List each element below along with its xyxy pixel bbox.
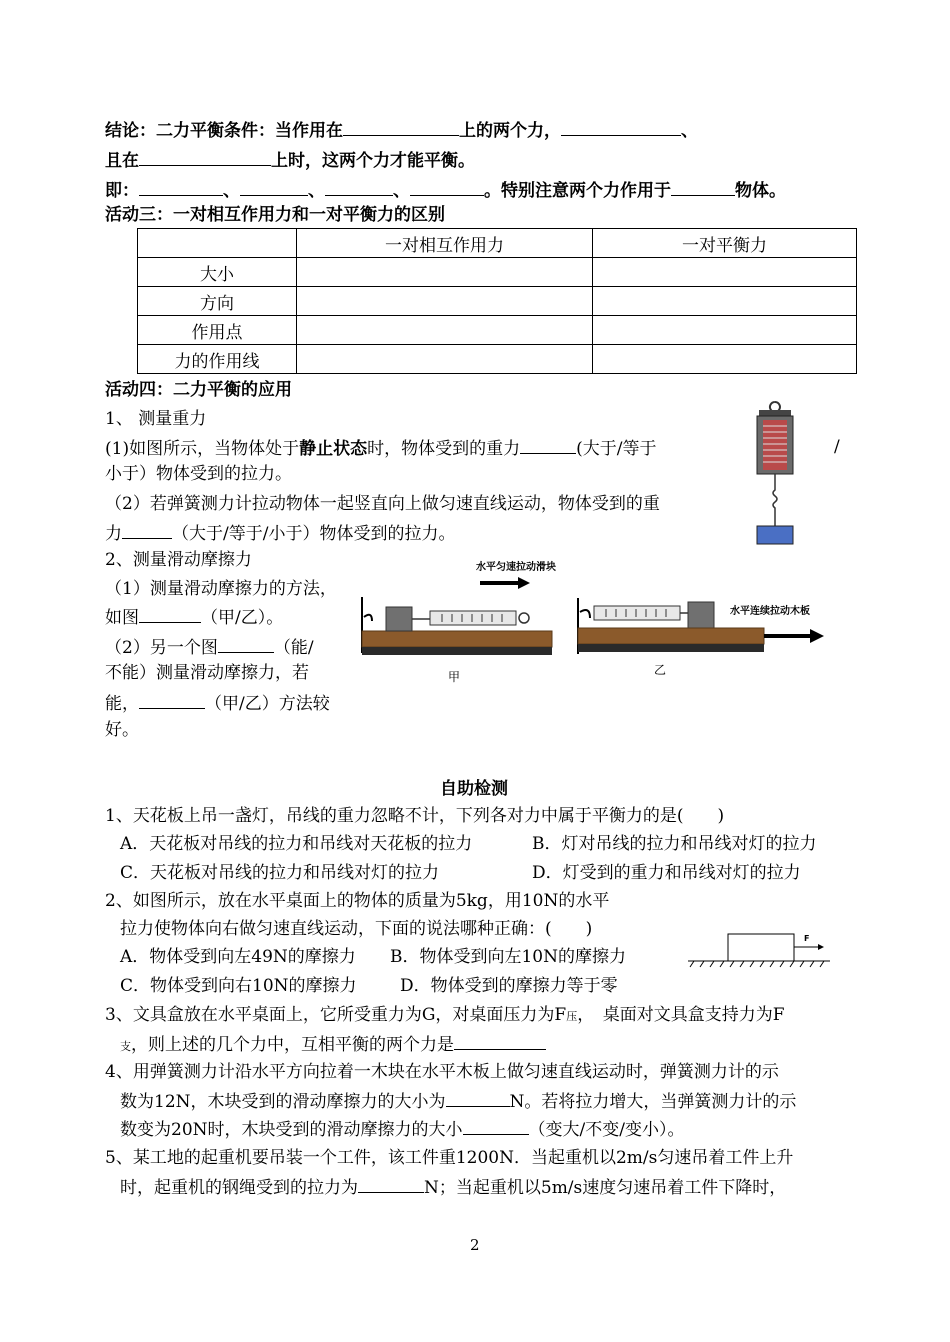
table-header: 一对平衡力 xyxy=(593,229,857,258)
s1-slash: / xyxy=(834,437,840,457)
wooden-board xyxy=(578,628,764,644)
question-3-cont xyxy=(120,1032,546,1058)
blank[interactable] xyxy=(240,178,308,196)
table-header: 一对相互作用力 xyxy=(297,229,593,258)
text: 时，起重机的钢绳受到的拉力为 xyxy=(120,1178,358,1198)
right-arrow-icon xyxy=(810,629,824,643)
figure-label: 乙 xyxy=(654,663,667,677)
table-cell[interactable] xyxy=(593,258,857,287)
section2-title: 2、测量滑动摩擦力 xyxy=(105,550,252,570)
s2-line-1: （1）测量滑动摩擦力的方法， xyxy=(105,579,337,599)
s1-paragraph-1-cont: 小于）物体受到的拉力。 xyxy=(105,464,292,484)
table-cell[interactable] xyxy=(593,345,857,374)
comparison-table xyxy=(137,228,857,374)
question-3 xyxy=(105,1004,785,1028)
text: (大于/等于 xyxy=(576,439,657,459)
s2-line-6: 好。 xyxy=(105,720,139,740)
table-cell[interactable] xyxy=(297,258,593,287)
s2-line-4: 不能）测量滑动摩擦力，若 xyxy=(105,663,309,683)
selftest-title: 自助检测 xyxy=(440,779,508,799)
text: （变大/不变/变小）。 xyxy=(528,1120,685,1140)
table-cell[interactable] xyxy=(297,345,593,374)
blank[interactable] xyxy=(122,521,172,539)
subscript: 压 xyxy=(566,1010,578,1023)
blank[interactable] xyxy=(671,178,735,196)
blank[interactable] xyxy=(139,605,201,623)
q2-option-b[interactable]: B．物体受到向左10N的摩擦力 xyxy=(390,947,626,967)
spring-scale xyxy=(594,606,680,620)
question-4-cont-1 xyxy=(120,1089,796,1113)
page-number: 2 xyxy=(470,1236,480,1254)
q2-option-d[interactable]: D．物体受到的摩擦力等于零 xyxy=(400,976,618,996)
blank[interactable] xyxy=(358,1175,424,1193)
weight-block xyxy=(757,526,793,544)
table-row xyxy=(138,258,857,287)
friction-figure-yi xyxy=(574,594,834,684)
question-1: 1、天花板上吊一盏灯，吊线的重力忽略不计，下列各对力中属于平衡力的是( ) xyxy=(105,806,725,826)
blank[interactable] xyxy=(463,1117,529,1135)
text: （2）另一个图 xyxy=(105,638,218,658)
conclusion-text: 。特别注意两个力作用于 xyxy=(484,181,671,201)
s2-line-3 xyxy=(105,635,314,659)
conclusion-text: 结论：二力平衡条件：当作用在 xyxy=(105,121,343,141)
subscript: 支 xyxy=(120,1040,131,1053)
conclusion-line-3 xyxy=(105,178,786,202)
conclusion-text: 物体。 xyxy=(735,181,786,201)
conclusion-text: 且在 xyxy=(105,151,139,171)
q1-option-d[interactable]: D．灯受到的重力和吊线对灯的拉力 xyxy=(532,863,801,883)
blank[interactable] xyxy=(139,148,271,166)
s1-paragraph-2-cont xyxy=(105,521,455,545)
text: 3、文具盒放在水平桌面上，它所受重力为G，对桌面压力为F xyxy=(105,1005,567,1025)
right-arrow-icon xyxy=(818,944,824,950)
text: 如图 xyxy=(105,608,139,628)
s1-paragraph-2: （2）若弹簧测力计拉动物体一起竖直向上做匀速直线运动，物体受到的重 xyxy=(105,494,660,514)
section1-title: 1、 测量重力 xyxy=(105,409,207,429)
hook-icon xyxy=(580,610,590,618)
table-cell[interactable] xyxy=(297,287,593,316)
blank[interactable] xyxy=(325,178,393,196)
figure-caption: 水平连续拉动木板 xyxy=(730,606,810,617)
text: 数变为20N时，木块受到的滑动摩擦力的大小 xyxy=(120,1120,463,1140)
blank[interactable] xyxy=(343,118,459,136)
question-2-cont: 拉力使物体向右做匀速直线运动，下面的说法哪种正确：( ) xyxy=(120,919,593,939)
q1-option-a[interactable]: A．天花板对吊线的拉力和吊线对天花板的拉力 xyxy=(120,834,473,854)
blank[interactable] xyxy=(410,178,484,196)
text: 力 xyxy=(105,524,122,544)
blank[interactable] xyxy=(454,1032,546,1050)
question-2: 2、如图所示，放在水平桌面上的物体的质量为5kg，用10N的水平 xyxy=(105,891,610,911)
s1-paragraph-1 xyxy=(105,436,656,460)
s2-line-5 xyxy=(105,691,330,715)
question-5-cont xyxy=(120,1175,786,1199)
blank[interactable] xyxy=(561,118,681,136)
activity3-title: 活动三：一对相互作用力和一对平衡力的区别 xyxy=(105,205,445,225)
conclusion-text: 上的两个力， xyxy=(459,121,561,141)
table-header xyxy=(138,229,297,258)
conclusion-text: 、 xyxy=(681,121,698,141)
row-label: 方向 xyxy=(138,287,297,316)
table-cell[interactable] xyxy=(593,316,857,345)
table-header-row xyxy=(138,229,857,258)
force-label: F xyxy=(804,934,810,943)
text: （大于/等于/小于）物体受到的拉力。 xyxy=(172,524,456,544)
table-row xyxy=(138,345,857,374)
blank[interactable] xyxy=(139,178,223,196)
conclusion-text: 即： xyxy=(105,181,139,201)
hook-icon xyxy=(364,615,372,621)
pull-ring-icon xyxy=(519,613,529,623)
q2-figure xyxy=(686,928,832,970)
row-label: 力的作用线 xyxy=(138,345,297,374)
s2-line-2 xyxy=(105,605,283,629)
table-base xyxy=(362,647,552,655)
blank[interactable] xyxy=(139,691,205,709)
blank[interactable] xyxy=(218,635,274,653)
spring-scale-figure xyxy=(745,398,805,548)
text: N；当起重机以5m/s速度匀速吊着工件下降时， xyxy=(424,1178,787,1198)
table-row xyxy=(138,287,857,316)
sliding-block xyxy=(386,607,412,631)
activity4-title: 活动四：二力平衡的应用 xyxy=(105,380,292,400)
text: 能， xyxy=(105,694,139,714)
table-base xyxy=(578,644,764,652)
separator: 、 xyxy=(393,181,410,201)
fixed-block xyxy=(688,602,714,628)
question-4-cont-2 xyxy=(120,1117,684,1141)
spring-scale xyxy=(430,611,516,625)
text: （甲/乙）方法较 xyxy=(205,694,330,714)
hook-line xyxy=(773,474,777,526)
separator: 、 xyxy=(308,181,325,201)
right-arrow-icon xyxy=(518,577,530,589)
conclusion-text: 上时，这两个力才能平衡。 xyxy=(271,151,475,171)
row-label: 作用点 xyxy=(138,316,297,345)
text: 时，物体受到的重力 xyxy=(367,439,521,459)
text: ， 桌面对文具盒支持力为F xyxy=(577,1005,785,1025)
table-cell[interactable] xyxy=(593,287,857,316)
text: （能/ xyxy=(273,638,314,658)
figure-label: 甲 xyxy=(448,670,461,684)
q2-option-a[interactable]: A．物体受到向左49N的摩擦力 xyxy=(120,947,356,967)
text: N。若将拉力增大，当弹簧测力计的示 xyxy=(509,1092,797,1112)
blank[interactable] xyxy=(446,1089,510,1107)
table-cell[interactable] xyxy=(297,316,593,345)
emphasis-text: 静止状态 xyxy=(299,439,368,459)
q2-option-c[interactable]: C．物体受到向右10N的摩擦力 xyxy=(120,976,357,996)
row-label: 大小 xyxy=(138,258,297,287)
q1-option-b[interactable]: B．灯对吊线的拉力和吊线对灯的拉力 xyxy=(532,834,817,854)
text: （甲/乙）。 xyxy=(201,608,284,628)
question-4: 4、用弹簧测力计沿水平方向拉着一木块在水平木板上做匀速直线运动时，弹簧测力计的示 xyxy=(105,1062,779,1082)
wooden-board xyxy=(362,631,552,647)
q1-option-c[interactable]: C．天花板对吊线的拉力和吊线对灯的拉力 xyxy=(120,863,440,883)
text: ，则上述的几个力中，互相平衡的两个力是 xyxy=(131,1035,454,1055)
figure-caption: 水平匀速拉动滑块 xyxy=(476,562,556,573)
scale-cap xyxy=(759,410,791,416)
question-5: 5、某工地的起重机要吊装一个工件，该工件重1200N．当起重机以2m/s匀速吊着工件上升 xyxy=(105,1148,794,1168)
conclusion-line-1 xyxy=(105,118,698,142)
friction-figure-jia xyxy=(358,555,558,690)
blank[interactable] xyxy=(520,436,576,454)
object-block xyxy=(728,934,794,961)
text: 数为12N，木块受到的滑动摩擦力的大小为 xyxy=(120,1092,446,1112)
conclusion-line-2 xyxy=(105,148,475,172)
separator: 、 xyxy=(223,181,240,201)
table-row xyxy=(138,316,857,345)
text: (1)如图所示，当物体处于 xyxy=(105,439,300,459)
